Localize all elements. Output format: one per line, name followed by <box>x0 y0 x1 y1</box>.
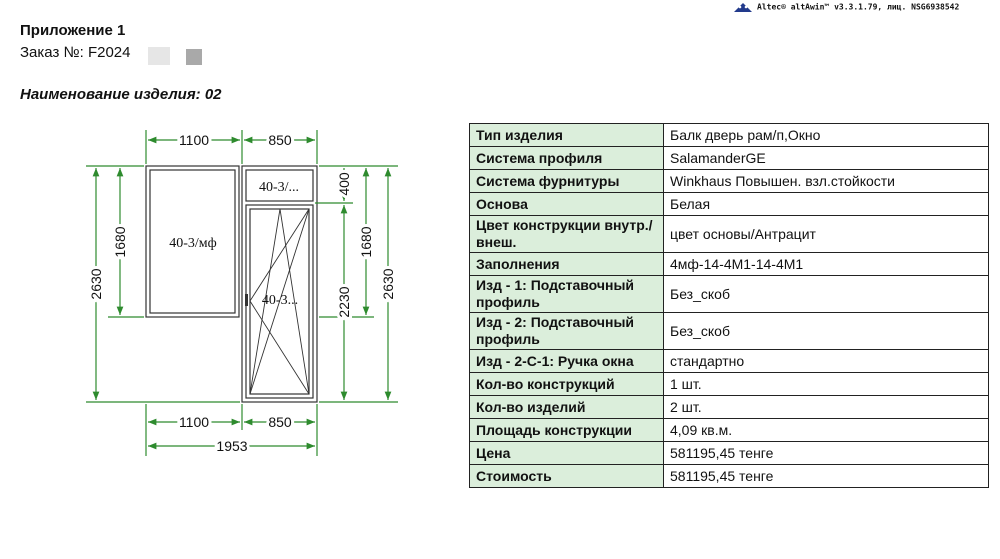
table-row <box>470 253 989 276</box>
spec-key: Система профиля <box>470 147 664 170</box>
spec-key: Изд - 2: Подставочный профиль <box>470 313 664 350</box>
table-row <box>470 170 989 193</box>
table-row <box>470 276 989 313</box>
table-row <box>470 396 989 419</box>
dim-top-right: 850 <box>268 132 292 148</box>
spec-value: Без_скоб <box>664 276 989 313</box>
spec-value: Балк дверь рам/п,Окно <box>664 124 989 147</box>
spec-value: 581195,45 тенге <box>664 465 989 488</box>
spec-key: Кол-во изделий <box>470 396 664 419</box>
table-row <box>470 373 989 396</box>
spec-key: Цвет конструкции внутр./внеш. <box>470 216 664 253</box>
spec-key: Изд - 1: Подставочный профиль <box>470 276 664 313</box>
appendix-title: Приложение 1 <box>20 22 126 39</box>
spec-key: Изд - 2-С-1: Ручка окна <box>470 350 664 373</box>
spec-key: Система фурнитуры <box>470 170 664 193</box>
product-name: Наименование изделия: 02 <box>20 86 222 103</box>
spec-value: 1 шт. <box>664 373 989 396</box>
dim-right-inner: 1680 <box>358 226 374 258</box>
spec-value: Без_скоб <box>664 313 989 350</box>
table-row <box>470 216 989 253</box>
table-row <box>470 124 989 147</box>
altec-logo-icon <box>733 2 753 12</box>
dim-right-transom: 400 <box>336 172 352 196</box>
dim-bottom-right: 850 <box>268 414 292 430</box>
spec-value: 2 шт. <box>664 396 989 419</box>
table-row <box>470 313 989 350</box>
spec-key: Цена <box>470 442 664 465</box>
door-handle-icon <box>245 294 248 306</box>
dim-left-inner: 1680 <box>112 226 128 258</box>
spec-value: 4,09 кв.м. <box>664 419 989 442</box>
table-row <box>470 193 989 216</box>
software-version: Altec® altAwin™ v3.3.1.79, лиц. NSG6938542 <box>757 2 960 12</box>
table-row <box>470 350 989 373</box>
spec-key: Стоимость <box>470 465 664 488</box>
software-credit <box>733 2 959 12</box>
dim-right-total: 2630 <box>380 268 396 300</box>
spec-value: 581195,45 тенге <box>664 442 989 465</box>
table-row <box>470 442 989 465</box>
dim-total-width: 1953 <box>216 438 248 454</box>
spec-key: Заполнения <box>470 253 664 276</box>
spec-value: Winkhaus Повышен. взл.стойкости <box>664 170 989 193</box>
spec-key: Кол-во конструкций <box>470 373 664 396</box>
dim-right-door: 2230 <box>336 286 352 318</box>
dim-bottom-left: 1100 <box>178 414 210 430</box>
redacted-block <box>148 47 170 65</box>
spec-value: цвет основы/Антрацит <box>664 216 989 253</box>
spec-value: SalamanderGE <box>664 147 989 170</box>
table-row <box>470 147 989 170</box>
pane-window-label: 40-3/мф <box>169 236 217 251</box>
spec-value: Белая <box>664 193 989 216</box>
window-door-drawing <box>78 120 418 465</box>
spec-table <box>469 123 989 488</box>
spec-value: стандартно <box>664 350 989 373</box>
spec-key: Тип изделия <box>470 124 664 147</box>
spec-key: Основа <box>470 193 664 216</box>
order-number: Заказ №: F2024 <box>20 44 131 61</box>
table-row <box>470 465 989 488</box>
pane-door-label: 40-3... <box>261 293 299 308</box>
dim-left-total: 2630 <box>88 268 104 300</box>
pane-labels <box>169 180 299 308</box>
dim-top-left: 1100 <box>178 132 210 148</box>
redacted-block <box>186 49 202 65</box>
table-row <box>470 419 989 442</box>
frame-group <box>146 166 317 402</box>
spec-value: 4мф-14-4М1-14-4М1 <box>664 253 989 276</box>
pane-transom-label: 40-3/... <box>258 180 300 195</box>
spec-key: Площадь конструкции <box>470 419 664 442</box>
